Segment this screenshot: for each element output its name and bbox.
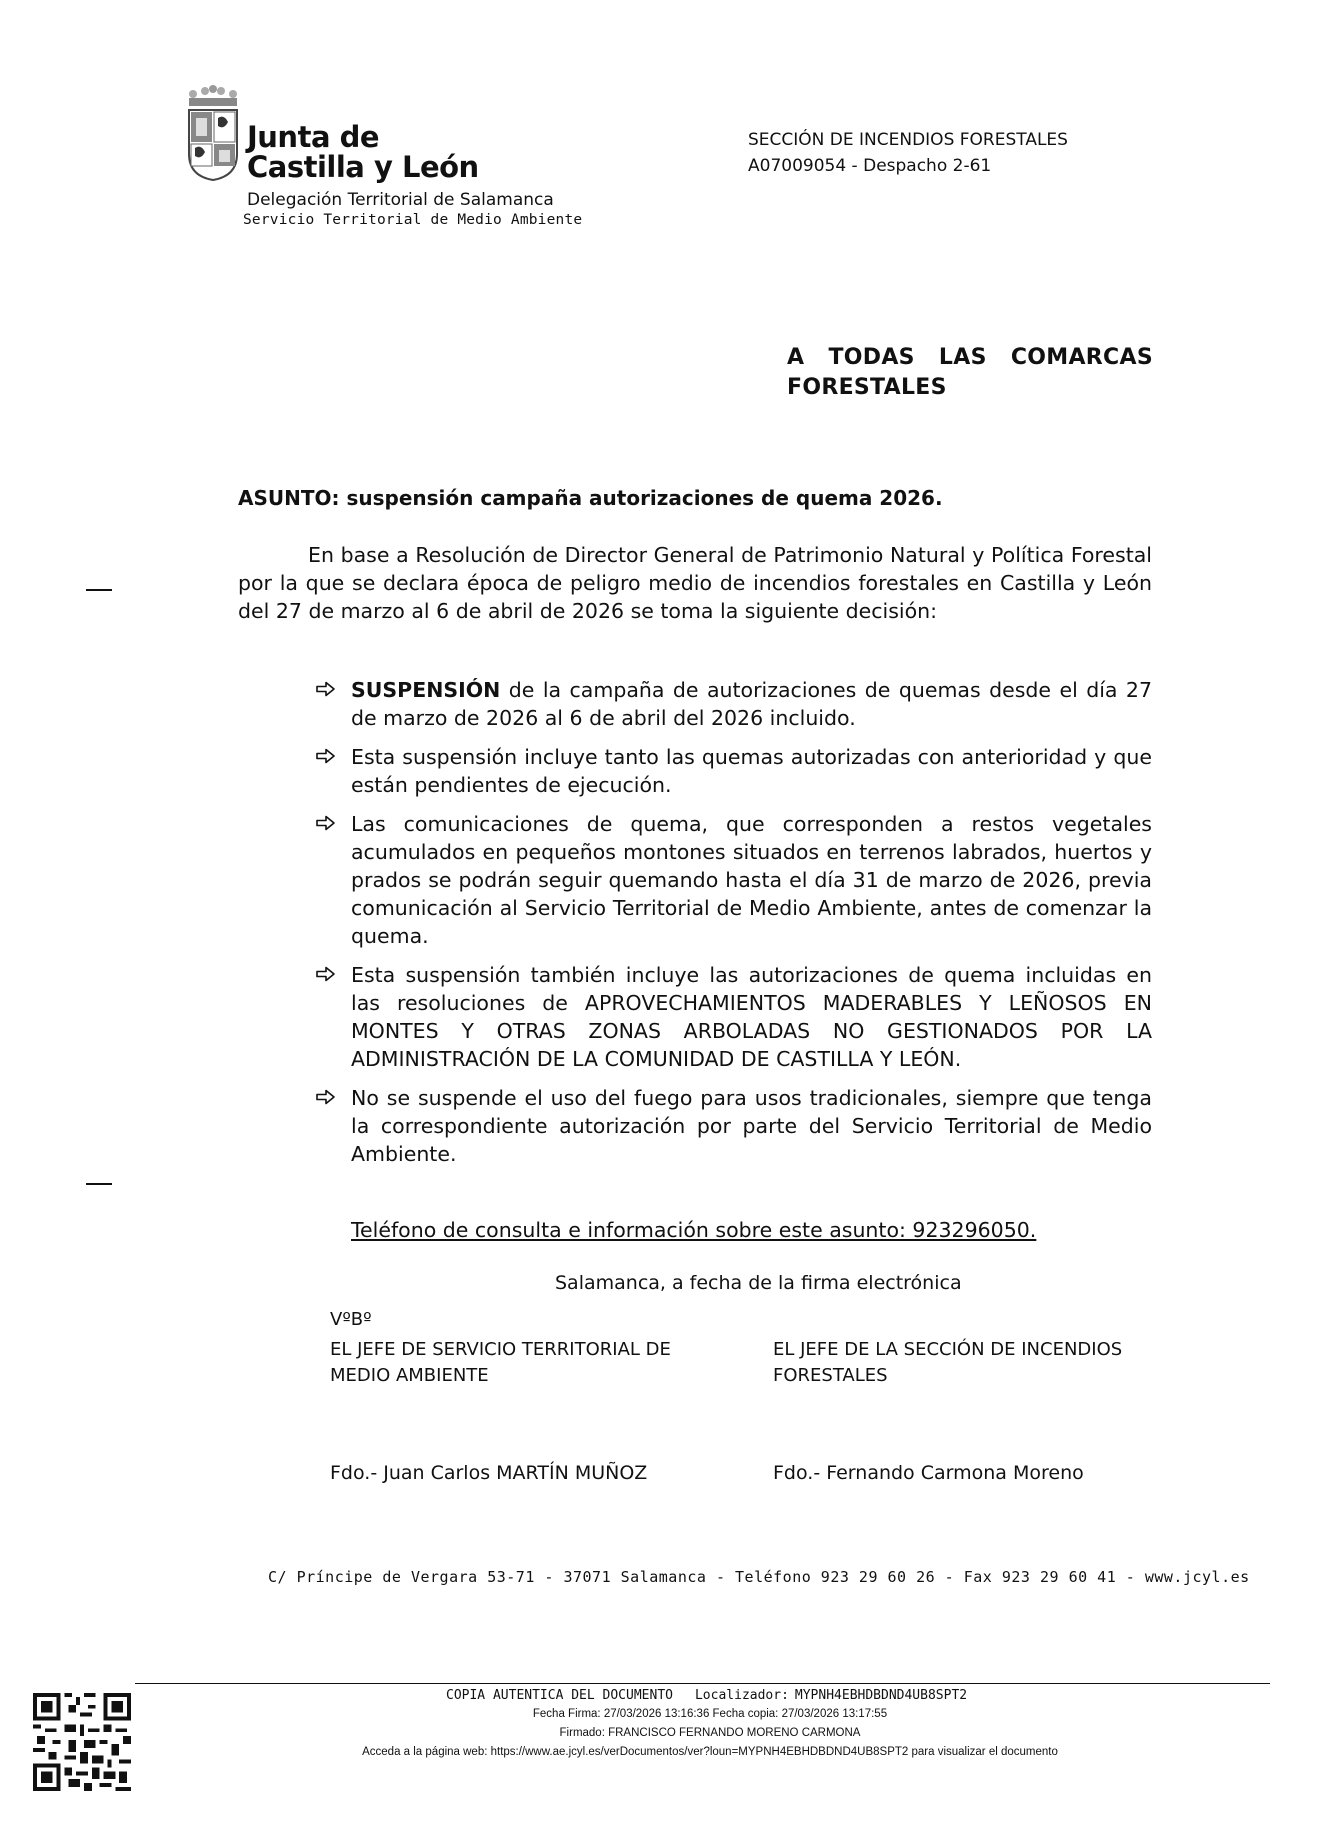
right-signer-title: EL JEFE DE LA SECCIÓN DE INCENDIOS FORESTALES (773, 1339, 1123, 1386)
copy-label: COPIA AUTENTICA DEL DOCUMENTO (446, 1688, 673, 1703)
office-code: A07009054 - Despacho 2-61 (748, 156, 992, 176)
left-signer-name: Fdo.- Juan Carlos MARTÍN MUÑOZ (330, 1462, 648, 1484)
section-name: SECCIÓN DE INCENDIOS FORESTALES (748, 130, 1068, 150)
qr-code-icon (33, 1693, 131, 1791)
left-signer-title: EL JEFE DE SERVICIO TERRITORIAL DE MEDIO AMBIENTE (330, 1339, 671, 1386)
recipient-word: TODAS (828, 345, 915, 370)
logo-name-line2: Castilla y León (247, 150, 479, 184)
institution-logo (183, 84, 583, 234)
signed-by: Firmado: FRANCISCO FERNANDO MORENO CARMONA (559, 1727, 861, 1739)
list-item-text: Esta suspensión también incluye las autorizaciones de quema incluidas en las resoluciones de APROVECHAMIENTOS MADERABLES Y LEÑOSOS EN MONTES Y OTRAS ZONAS ARBOLADAS NO GESTIONADOS POR LA ADMINISTRACIÓN DE LA COMUNIDAD DE CASTILLA Y LEÓN. (351, 963, 1152, 1071)
subject-line: ASUNTO: suspensión campaña autorizaciones de quema 2026. (238, 486, 943, 510)
list-item-text: No se suspende el uso del fuego para usos tradicionales, siempre que tenga la correspondiente autorización por parte del Servicio Territorial de Medio Ambiente. (351, 1086, 1152, 1166)
list-item-text: Esta suspensión incluye tanto las quemas autorizadas con anterioridad y que están pendientes de ejecución. (351, 745, 1152, 797)
verification-url-line: Acceda a la página web: https://www.ae.jcyl.es/verDocumentos/ver?loun=MYPNH4EBHDBDND4UB8SPT2 para visualizar el documento (362, 1746, 1058, 1758)
list-item-text: Las comunicaciones de quema, que corresponden a restos vegetales acumulados en pequeños montones situados en terrenos labrados, huertos y prados se podrán seguir quemando hasta el día 31 de marzo de 2026, previa comunicación al Servicio Territorial de Medio Ambiente, antes de comenzar la quema. (351, 812, 1152, 948)
right-signer-name: Fdo.- Fernando Carmona Moreno (773, 1462, 1084, 1484)
section-header (748, 127, 1068, 179)
list-item (314, 810, 1152, 950)
right-arrow-outline-icon (314, 962, 338, 986)
recipient (787, 343, 1153, 403)
right-arrow-outline-icon (314, 1085, 338, 1109)
approval-mark: VºBº (330, 1309, 372, 1330)
list-item (314, 961, 1152, 1073)
list-item (314, 676, 1152, 732)
intro-paragraph: En base a Resolución de Director General de Patrimonio Natural y Política Forestal por la que se declara época de peligro medio de incendios forestales en Castilla y León del 27 de marzo al 6 de abril de 2026 se toma la siguiente decisión: (238, 543, 1152, 623)
locator-value: MYPNH4EBHDBDND4UB8SPT2 (794, 1688, 968, 1703)
right-arrow-outline-icon (314, 677, 338, 701)
list-item (314, 1084, 1152, 1168)
fold-mark (86, 1183, 112, 1185)
decision-list (314, 676, 1152, 1179)
list-item (314, 743, 1152, 799)
recipient-word: COMARCAS (1010, 345, 1153, 370)
authentic-copy-line (446, 1688, 967, 1703)
footer-divider (135, 1683, 1270, 1684)
right-arrow-outline-icon (314, 811, 338, 835)
coat-of-arms-icon (183, 84, 243, 184)
contact-phone-line: Teléfono de consulta e información sobre este asunto: 923296050. (351, 1218, 1037, 1242)
recipient-line2: FORESTALES (787, 375, 947, 400)
list-item-text: de la campaña de autorizaciones de quemas desde el día 27 de marzo de 2026 al 6 de abril del 2026 incluido. (351, 678, 1152, 730)
service-name: Servicio Territorial de Medio Ambiente (243, 212, 583, 228)
recipient-line1 (787, 343, 1153, 373)
place-date: Salamanca, a fecha de la firma electrónica (555, 1272, 962, 1294)
fold-mark (86, 589, 112, 591)
signature-dates: Fecha Firma: 27/03/2026 13:16:36 Fecha copia: 27/03/2026 13:17:55 (532, 1708, 888, 1720)
recipient-word: LAS (938, 345, 987, 370)
list-item-bold: SUSPENSIÓN (351, 678, 501, 702)
locator-label: Localizador: (694, 1688, 789, 1703)
recipient-word: A (787, 345, 805, 370)
delegation-name: Delegación Territorial de Salamanca (247, 190, 554, 210)
right-arrow-outline-icon (314, 744, 338, 768)
logo-name-line1: Junta de (247, 120, 380, 154)
office-address: C/ Príncipe de Vergara 53-71 - 37071 Salamanca - Teléfono 923 29 60 26 - Fax 923 29 60 41 - www.jcyl.es (268, 1568, 1250, 1586)
